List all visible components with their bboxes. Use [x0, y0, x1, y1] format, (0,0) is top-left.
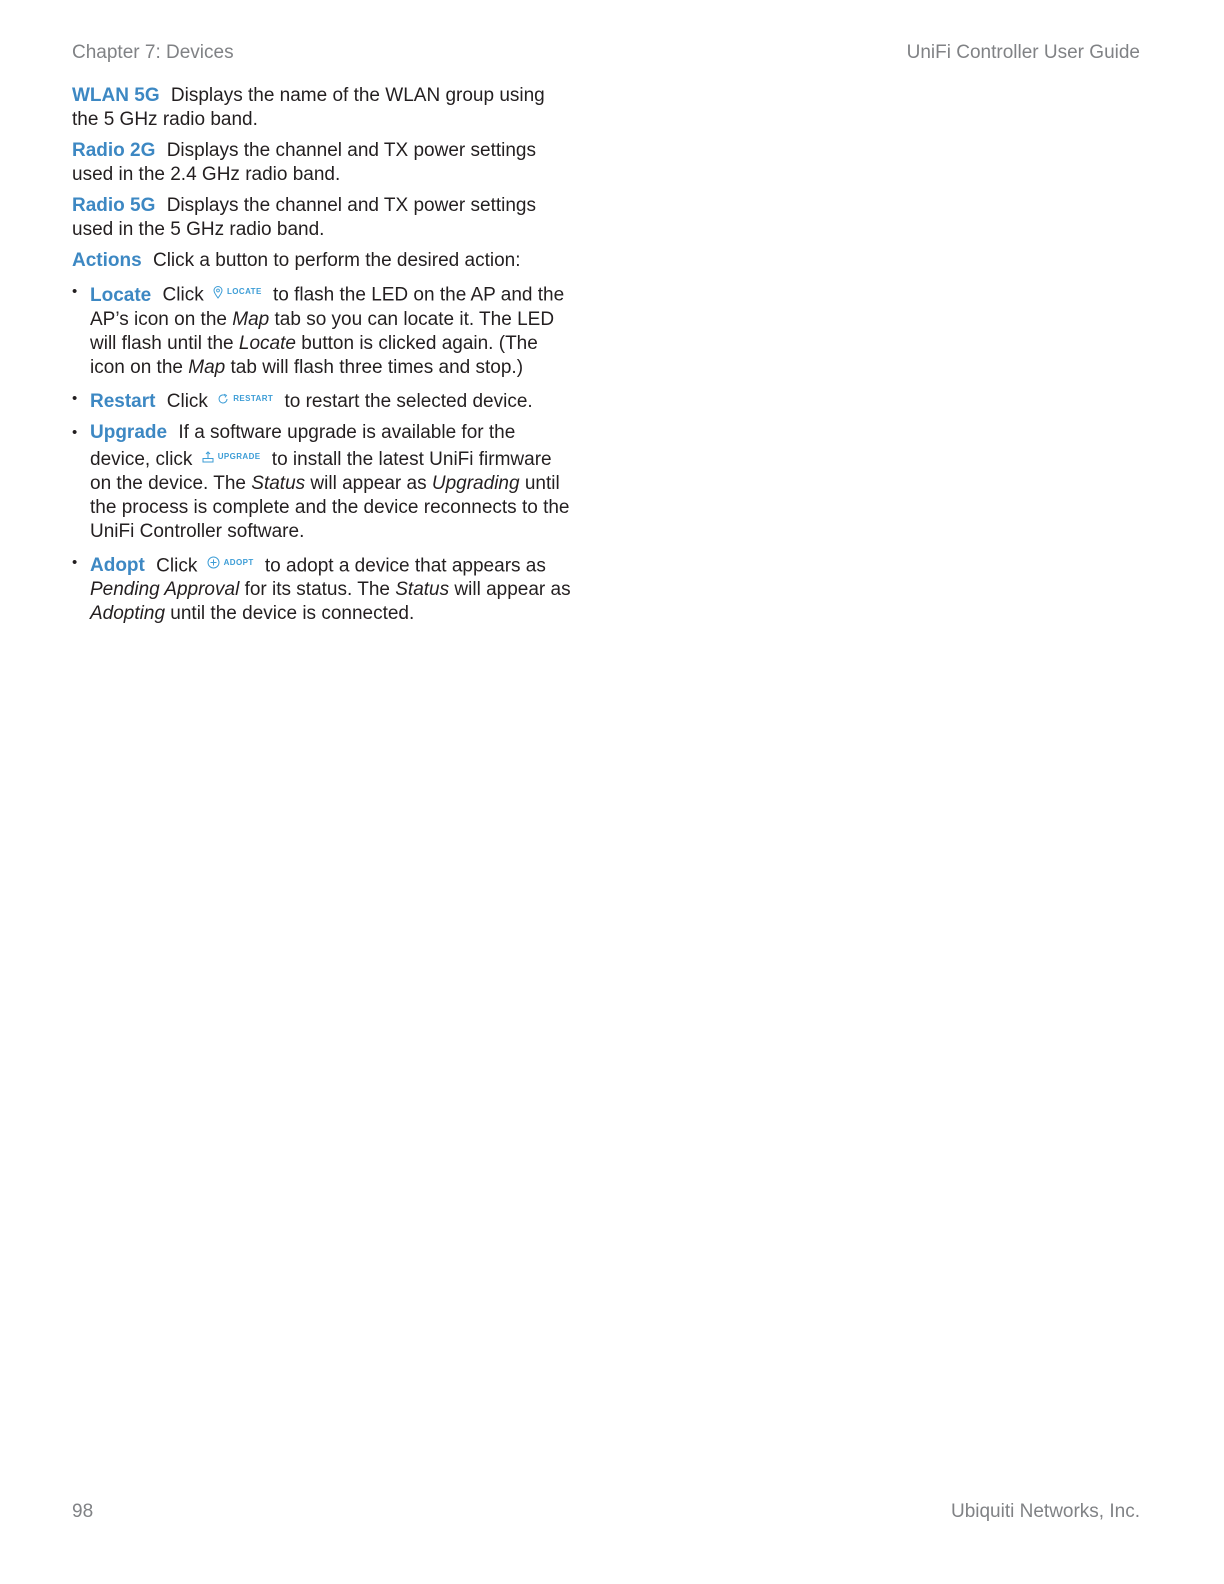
action-upgrade: • Upgrade If a software upgrade is available for the device, click UPGRADE to install the latest UniFi firmware on the device. The Status will appear as Upgrading until the process is complete and the device reconnects to the UniFi Controller software.	[72, 421, 572, 544]
restart-icon	[217, 393, 229, 405]
page-content	[72, 84, 572, 633]
chapter-title: Chapter 7: Devices	[72, 42, 234, 63]
term-radio2g: Radio 2G	[72, 140, 156, 161]
term-locate: Locate	[90, 284, 152, 306]
page-number: 98	[72, 1501, 94, 1522]
upgrade-button	[202, 445, 261, 469]
plus-circle-icon	[207, 556, 220, 569]
term-wlan5g: WLAN 5G	[72, 85, 160, 106]
restart-button	[217, 387, 273, 411]
locate-button-label: LOCATE	[226, 287, 262, 296]
upgrade-icon	[202, 451, 214, 463]
adopt-button	[207, 551, 254, 575]
definition-text: Displays the name of the WLAN group using the 5 GHz radio band.	[72, 85, 545, 130]
definition-text: Click a button to perform the desired action:	[152, 250, 521, 271]
upgrade-button-label: UPGRADE	[217, 451, 261, 461]
term-adopt: Adopt	[90, 555, 145, 576]
map-pin-icon	[213, 286, 223, 299]
definition-radio2g	[72, 139, 572, 187]
running-footer	[72, 1501, 1140, 1523]
action-adopt: • Adopt Click ADOPT to adopt a device that appears as Pending Approval for its status. The Status will appear as Adopting until the device is connected.	[72, 551, 572, 627]
action-restart: • Restart Click RESTART to restart the selected device.	[72, 387, 572, 414]
action-locate: • Locate Click LOCATE to flash the LED on the AP and the AP’s icon on the Map tab so you can locate it. The LED will flash until the Locate button is clicked again. (The icon on the Map tab will flash three times and stop.)	[72, 280, 572, 380]
term-restart: Restart	[90, 390, 156, 412]
restart-button-label: RESTART	[233, 393, 274, 403]
term-actions: Actions	[72, 250, 142, 271]
locate-button	[213, 280, 262, 304]
term-upgrade: Upgrade	[90, 421, 168, 443]
definition-actions	[72, 249, 572, 273]
definition-text: Displays the channel and TX power settings used in the 5 GHz radio band.	[72, 195, 536, 240]
guide-title: UniFi Controller User Guide	[906, 42, 1140, 63]
running-header	[72, 42, 1140, 64]
company-name: Ubiquiti Networks, Inc.	[950, 1501, 1140, 1522]
definition-wlan5g	[72, 84, 572, 132]
actions-list	[72, 280, 572, 626]
term-radio5g: Radio 5G	[72, 195, 156, 216]
definition-radio5g	[72, 194, 572, 242]
adopt-button-label: ADOPT	[223, 557, 254, 567]
definition-text: Displays the channel and TX power settings used in the 2.4 GHz radio band.	[72, 140, 536, 185]
